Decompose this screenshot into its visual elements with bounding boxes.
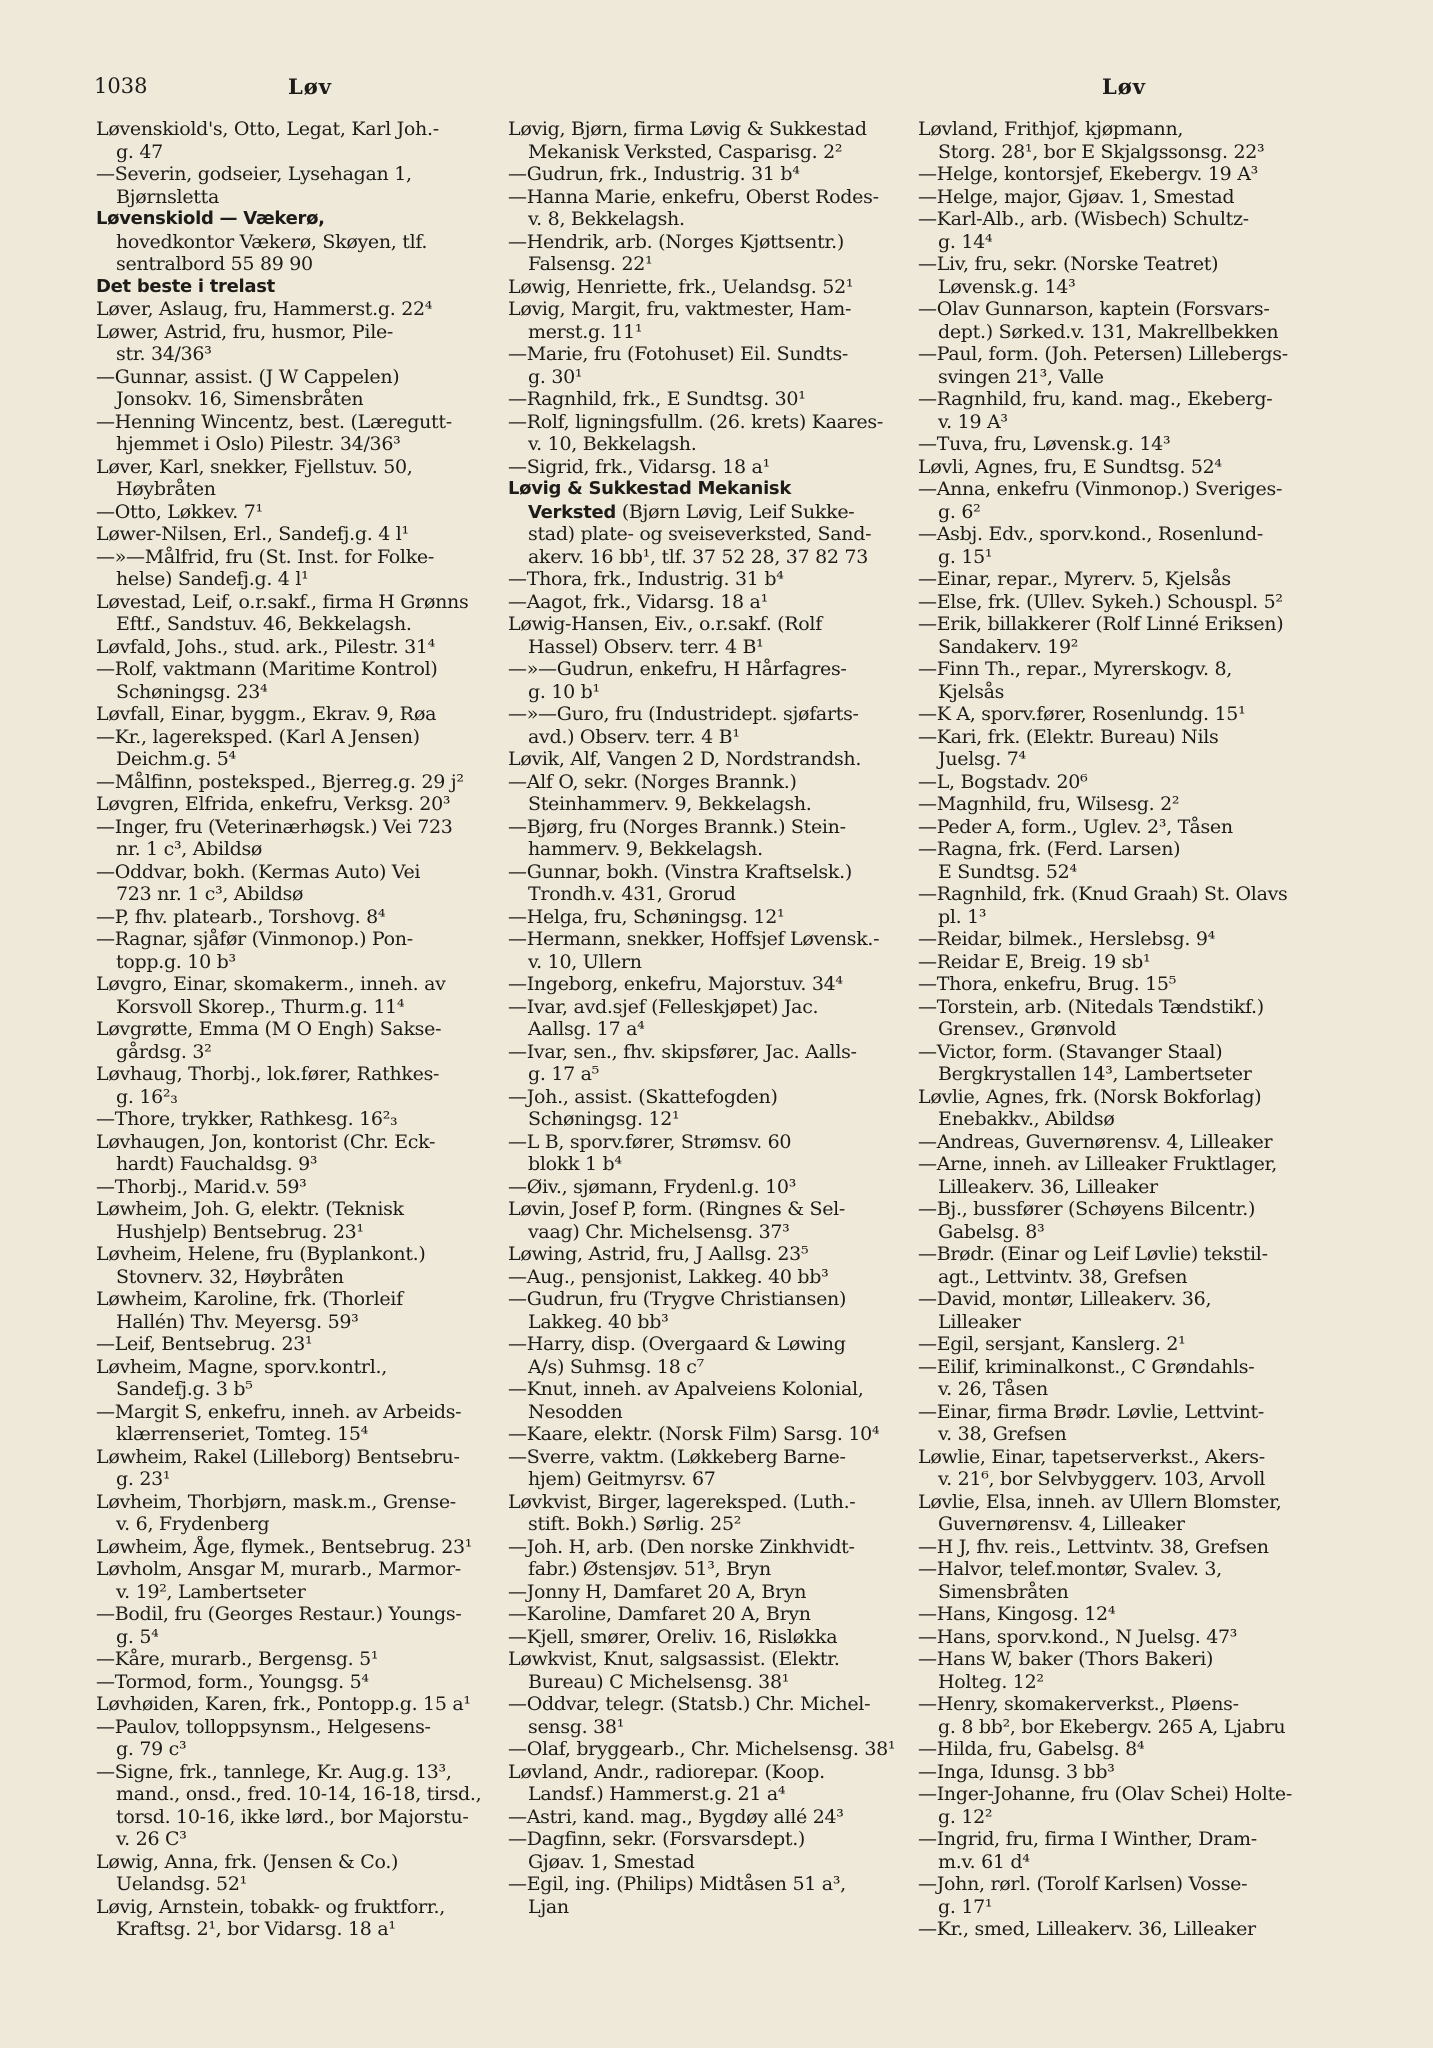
directory-line: helse) Sandefj.g. 4 l¹	[116, 568, 309, 590]
directory-line: Løwheim, Karoline, frk. (Thorleif	[96, 1288, 403, 1310]
directory-line: g. 14⁴	[938, 230, 993, 253]
directory-line: Løvlie, Elsa, inneh. av Ullern Blomster,	[918, 1490, 1282, 1513]
directory-line: —Gunnar, bokh. (Vinstra Kraftselsk.)	[508, 860, 852, 883]
directory-line: Løwig-Hansen, Eiv., o.r.sakf. (Rolf	[508, 613, 822, 635]
directory-line: —Dagfinn, sekr. (Forsvarsdept.)	[508, 1828, 806, 1850]
directory-line: Jonsokv. 16, Simensbråten	[116, 388, 364, 410]
directory-line: Løwkvist, Knut, salgsassist. (Elektr.	[508, 1648, 840, 1670]
directory-line: Løvland, Frithjof, kjøpmann,	[918, 118, 1184, 140]
directory-line: —Tuva, fru, Løvensk.g. 14³	[918, 433, 1171, 455]
directory-line: Enebakkv., Abildsø	[938, 1108, 1115, 1130]
directory-line: —Olaf, bryggearb., Chr. Michelsensg. 38¹	[508, 1738, 896, 1760]
directory-line: —Hans, sporv.kond., N Juelsg. 47³	[918, 1625, 1238, 1648]
directory-line: Løwlie, Einar, tapetserverkst., Akers-	[918, 1445, 1265, 1468]
directory-line: Schøningsg. 23⁴	[116, 680, 268, 703]
directory-line: akerv. 16 bb¹, tlf. 37 52 28, 37 82 73	[528, 545, 869, 568]
directory-line: g. 12²	[938, 1805, 993, 1828]
directory-line: —Anna, enkefru (Vinmonop.) Sveriges-	[918, 478, 1283, 500]
directory-line: Bjørnsletta	[116, 185, 219, 208]
directory-line: —Thorbj., Marid.v. 59³	[96, 1175, 307, 1198]
directory-line: fabr.) Østensjøv. 51³, Bryn	[528, 1558, 771, 1580]
directory-line: —Bj., bussfører (Schøyens Bilcentr.)	[918, 1198, 1256, 1220]
column-2	[508, 118, 914, 2023]
directory-line: —Sigrid, frk., Vidarsg. 18 a¹	[508, 455, 770, 478]
directory-line: Løvenskiold — Vækerø,	[96, 208, 325, 229]
directory-line: g. 23¹	[116, 1468, 171, 1490]
directory-line: Simensbråten	[938, 1580, 1069, 1603]
directory-line: Løvenskiold's, Otto, Legat, Karl Joh.-	[96, 118, 439, 140]
directory-line: —Karl-Alb., arb. (Wisbech) Schultz-	[918, 208, 1249, 230]
directory-line: Løvhøiden, Karen, frk., Pontopp.g. 15 a¹	[96, 1693, 471, 1715]
directory-line: —Andreas, Guvernørensv. 4, Lilleaker	[918, 1130, 1273, 1153]
directory-line: —Marie, fru (Fotohuset) Eil. Sundts-	[508, 343, 849, 365]
directory-line: —Olav Gunnarson, kaptein (Forsvars-	[918, 298, 1270, 320]
directory-line: —Ragnhild, frk. (Knud Graah) St. Olavs	[918, 883, 1288, 905]
directory-line: —Reidar E, Breig. 19 sb¹	[918, 950, 1151, 973]
directory-line: nr. 1 c³, Abildsø	[116, 838, 263, 860]
directory-line: —»—Gudrun, enkefru, H Hårfagres-	[508, 658, 847, 680]
directory-line: —L B, sporv.fører, Strømsv. 60	[508, 1130, 792, 1153]
directory-line: Løvik, Alf, Vangen 2 D, Nordstrandsh.	[508, 748, 862, 770]
directory-line: Løvheim, Thorbjørn, mask.m., Grense-	[96, 1490, 456, 1513]
directory-line: dept.) Sørked.v. 131, Makrellbekken	[938, 320, 1279, 343]
directory-line: —Eilif, kriminalkonst., C Grøndahls-	[918, 1355, 1255, 1378]
directory-line: Juelsg. 7⁴	[938, 748, 1026, 770]
directory-line: Løvheim, Helene, fru (Byplankont.)	[96, 1243, 426, 1265]
directory-line: —Hendrik, arb. (Norges Kjøttsentr.)	[508, 230, 844, 253]
directory-line: Løwig, Henriette, frk., Uelandsg. 52¹	[508, 275, 854, 298]
directory-line: —Bodil, fru (Georges Restaur.) Youngs-	[96, 1603, 462, 1625]
directory-line: Holteg. 12²	[938, 1670, 1044, 1693]
directory-line: —Rolf, ligningsfullm. (26. krets) Kaares-	[508, 410, 883, 433]
directory-line: —»—Guro, fru (Industridept. sjøfarts-	[508, 703, 859, 725]
directory-line: agt., Lettvintv. 38, Grefsen	[938, 1265, 1188, 1288]
column-1	[96, 118, 506, 2023]
directory-line: g. 17 a⁵	[528, 1063, 600, 1085]
running-head-left: Løv	[288, 74, 332, 99]
column-3	[918, 118, 1332, 2023]
directory-line: Verksted (Bjørn Løvig, Leif Sukke-	[528, 500, 855, 523]
directory-line: avd.) Observ. terr. 4 B¹	[528, 725, 740, 748]
directory-line: —Gudrun, frk., Industrig. 31 b⁴	[508, 163, 800, 185]
directory-line: Løvli, Agnes, fru, E Sundtsg. 52⁴	[918, 455, 1222, 478]
directory-line: svingen 21³, Valle	[938, 365, 1104, 388]
directory-line: Landsf.) Hammerst.g. 21 a⁴	[528, 1783, 786, 1805]
directory-line: —Halvor, telef.montør, Svalev. 3,	[918, 1558, 1222, 1580]
directory-line: Løvland, Andr., radiorepar. (Koop.	[508, 1760, 825, 1783]
directory-line: —Ragna, frk. (Ferd. Larsen)	[918, 838, 1181, 860]
directory-line: klærrenseriet, Tomteg. 15⁴	[116, 1423, 368, 1445]
directory-line: —Ingeborg, enkefru, Majorstuv. 34⁴	[508, 973, 843, 995]
directory-line: Aallsg. 17 a⁴	[528, 1018, 645, 1040]
directory-line: —Liv, fru, sekr. (Norske Teatret)	[918, 253, 1219, 275]
directory-line: Hallén) Thv. Meyersg. 59³	[116, 1310, 359, 1333]
directory-line: topp.g. 10 b³	[116, 950, 236, 973]
running-head-right: Løv	[1102, 74, 1146, 99]
directory-line: Bergkrystallen 14³, Lambertseter	[938, 1063, 1252, 1085]
directory-line: —Inga, Idunsg. 3 bb³	[918, 1760, 1115, 1783]
directory-line: —Asbj. Edv., sporv.kond., Rosenlund-	[918, 523, 1263, 545]
directory-line: v. 19², Lambertseter	[116, 1580, 306, 1603]
directory-line: —Oddvar, telegr. (Statsb.) Chr. Michel-	[508, 1693, 871, 1715]
directory-line: Hassel) Observ. terr. 4 B¹	[528, 635, 764, 658]
directory-line: —Arne, inneh. av Lilleaker Fruktlager,	[918, 1153, 1277, 1175]
directory-line: Løvig, Arnstein, tobakk- og fruktforr.,	[96, 1895, 445, 1918]
directory-line: hovedkontor Vækerø, Skøyen, tlf.	[116, 230, 428, 253]
directory-line: gårdsg. 3²	[116, 1040, 212, 1063]
directory-line: Løwheim, Åge, flymek., Bentsebrug. 23¹	[96, 1535, 473, 1558]
directory-line: —Joh. H, arb. (Den norske Zinkhvidt-	[508, 1535, 855, 1558]
directory-line: blokk 1 b⁴	[528, 1153, 622, 1175]
directory-line: m.v. 61 d⁴	[938, 1850, 1030, 1873]
directory-line: Lilleaker	[938, 1310, 1021, 1333]
directory-line: g. 79 c³	[116, 1738, 187, 1760]
directory-line: v. 26 C³	[116, 1828, 187, 1850]
directory-line: —Ivar, avd.sjef (Felleskjøpet) Jac.	[508, 995, 819, 1018]
directory-line: Falsensg. 22¹	[528, 253, 653, 275]
directory-line: Høybråten	[116, 478, 216, 500]
directory-line: Kjelsås	[938, 680, 1005, 703]
directory-line: —Inger, fru (Veterinærhøgsk.) Vei 723	[96, 815, 453, 838]
directory-line: Kraftsg. 2¹, bor Vidarsg. 18 a¹	[116, 1918, 396, 1940]
directory-line: Løwheim, Joh. G, elektr. (Teknisk	[96, 1198, 404, 1220]
directory-line: Det beste i trelast	[96, 275, 275, 297]
directory-line: hjemmet i Oslo) Pilestr. 34/36³	[116, 433, 401, 455]
directory-line: —Paulov, tolloppsynsm., Helgesens-	[96, 1715, 431, 1738]
directory-line: —Einar, firma Brødr. Løvlie, Lettvint-	[918, 1400, 1264, 1423]
directory-line: —Ragnar, sjåfør (Vinmonop.) Pon-	[96, 928, 413, 950]
directory-line: torsd. 10-16, ikke lørd., bor Majorstu-	[116, 1805, 469, 1828]
directory-line: —Rolf, vaktmann (Maritime Kontrol)	[96, 658, 438, 680]
directory-line: Løvgrøtte, Emma (M O Engh) Sakse-	[96, 1018, 442, 1040]
directory-line: Lakkeg. 40 bb³	[528, 1310, 669, 1333]
directory-line: stad) plate- og sveiseverksted, Sand-	[528, 523, 872, 545]
directory-line: g. 5⁴	[116, 1625, 159, 1648]
directory-line: Deichm.g. 5⁴	[116, 748, 236, 770]
directory-line: —Severin, godseier, Lysehagan 1,	[96, 163, 412, 185]
directory-line: Løwer-Nilsen, Erl., Sandefj.g. 4 l¹	[96, 523, 409, 545]
directory-line: Løvfall, Einar, byggm., Ekrav. 9, Røa	[96, 703, 437, 725]
directory-line: stift. Bokh.) Sørlig. 25²	[528, 1513, 742, 1535]
directory-line: Løvgro, Einar, skomakerm., inneh. av	[96, 973, 446, 995]
directory-line: g. 30¹	[528, 365, 583, 388]
directory-line: —Joh., assist. (Skattefogden)	[508, 1085, 778, 1108]
directory-line: v. 26, Tåsen	[938, 1378, 1048, 1400]
directory-line: Løvgren, Elfrida, enkefru, Verksg. 20³	[96, 793, 451, 815]
directory-line: hammerv. 9, Bekkelagsh.	[528, 838, 763, 860]
directory-line: —Thore, trykker, Rathkesg. 16²₃	[96, 1108, 398, 1130]
directory-line: Løvkvist, Birger, lagereksped. (Luth.-	[508, 1490, 856, 1513]
directory-line: —»—Målfrid, fru (St. Inst. for Folke-	[96, 545, 434, 568]
directory-line: hardt) Fauchaldsg. 9³	[116, 1153, 318, 1175]
directory-line: A/s) Suhmsg. 18 c⁷	[528, 1355, 704, 1378]
directory-line: merst.g. 11¹	[528, 320, 643, 343]
directory-line: —Ragnhild, frk., E Sundtsg. 30¹	[508, 388, 806, 410]
directory-line: Løver, Karl, snekker, Fjellstuv. 50,	[96, 455, 413, 478]
directory-line: g. 6²	[938, 500, 981, 523]
directory-line: Lilleakerv. 36, Lilleaker	[938, 1175, 1158, 1198]
directory-line: —L, Bogstadv. 20⁶	[918, 770, 1088, 793]
directory-line: —Hermann, snekker, Hoffsjef Løvensk.-	[508, 928, 880, 950]
directory-line: sensg. 38¹	[528, 1715, 625, 1738]
directory-line: —Helge, kontorsjef, Ekebergv. 19 A³	[918, 163, 1258, 185]
directory-line: v. 19 A³	[938, 410, 1008, 433]
directory-line: —Signe, frk., tannlege, Kr. Aug.g. 13³,	[96, 1760, 452, 1783]
directory-line: —Henning Wincentz, best. (Læregutt-	[96, 410, 452, 433]
directory-line: —H J, fhv. reis., Lettvintv. 38, Grefsen	[918, 1535, 1269, 1558]
directory-line: Løver, Aslaug, fru, Hammerst.g. 22⁴	[96, 298, 433, 320]
page-number: 1038	[94, 74, 148, 98]
directory-line: —Kaare, elektr. (Norsk Film) Sarsg. 10⁴	[508, 1423, 880, 1445]
directory-line: str. 34/36³	[116, 343, 212, 365]
directory-line: Løvhaug, Thorbj., lok.fører, Rathkes-	[96, 1063, 440, 1085]
directory-line: g. 47	[116, 140, 163, 163]
directory-line: Nesodden	[528, 1400, 623, 1423]
directory-line: —Sverre, vaktm. (Løkkeberg Barne-	[508, 1445, 846, 1468]
directory-line: —Hilda, fru, Gabelsg. 8⁴	[918, 1738, 1145, 1760]
directory-line: —Aug., pensjonist, Lakkeg. 40 bb³	[508, 1265, 829, 1288]
directory-line: —Jonny H, Damfaret 20 A, Bryn	[508, 1580, 807, 1603]
directory-line: Hushjelp) Bentsebrug. 23¹	[116, 1220, 364, 1243]
directory-line: Løwig, Anna, frk. (Jensen & Co.)	[96, 1850, 399, 1873]
directory-line: Mekanisk Verksted, Casparisg. 2²	[528, 140, 843, 163]
directory-line: —Else, frk. (Ullev. Sykeh.) Schouspl. 5²	[918, 590, 1283, 613]
directory-line: —Otto, Løkkev. 7¹	[96, 500, 263, 523]
directory-line: —Hans, Kingosg. 12⁴	[918, 1603, 1116, 1625]
directory-line: Løvestad, Leif, o.r.sakf., firma H Grønns	[96, 590, 469, 613]
directory-line: Løvlie, Agnes, frk. (Norsk Bokforlag)	[918, 1085, 1262, 1108]
directory-line: —Peder A, form., Uglev. 2³, Tåsen	[918, 815, 1233, 838]
directory-line: —Aagot, frk., Vidarsg. 18 a¹	[508, 590, 768, 613]
directory-line: 723 nr. 1 c³, Abildsø	[116, 883, 304, 905]
directory-line: Løvfald, Johs., stud. ark., Pilestr. 31⁴	[96, 635, 435, 658]
directory-line: —Astri, kand. mag., Bygdøy allé 24³	[508, 1805, 844, 1828]
directory-line: Schøningsg. 12¹	[528, 1108, 680, 1130]
directory-line: v. 38, Grefsen	[938, 1423, 1067, 1445]
directory-line: v. 10, Bekkelagsh.	[528, 433, 697, 455]
directory-line: mand., onsd., fred. 10-14, 16-18, tirsd.,	[116, 1783, 482, 1805]
directory-line: —Thora, frk., Industrig. 31 b⁴	[508, 568, 784, 590]
directory-line: —Victor, form. (Stavanger Staal)	[918, 1040, 1223, 1063]
directory-line: —Øiv., sjømann, Frydenl.g. 10³	[508, 1175, 797, 1198]
directory-line: sentralbord 55 89 90	[116, 253, 313, 275]
directory-line: Sandefj.g. 3 b⁵	[116, 1378, 253, 1400]
directory-line: Stovnerv. 32, Høybråten	[116, 1265, 344, 1288]
directory-line: pl. 1³	[938, 905, 987, 928]
directory-line: Uelandsg. 52¹	[116, 1873, 247, 1895]
directory-line: —Brødr. (Einar og Leif Løvlie) tekstil-	[918, 1243, 1268, 1265]
directory-line: E Sundtsg. 52⁴	[938, 860, 1077, 883]
directory-line: —Inger-Johanne, fru (Olav Schei) Holte-	[918, 1783, 1292, 1805]
directory-line: —Kr., smed, Lilleakerv. 36, Lilleaker	[918, 1918, 1256, 1940]
directory-line: Løvin, Josef P, form. (Ringnes & Sel-	[508, 1198, 846, 1220]
directory-line: —Tormod, form., Youngsg. 5⁴	[96, 1670, 369, 1693]
directory-line: Gjøav. 1, Smestad	[528, 1850, 695, 1873]
directory-line: Løvig, Margit, fru, vaktmester, Ham-	[508, 298, 852, 320]
directory-line: —Thora, enkefru, Brug. 15⁵	[918, 973, 1177, 995]
directory-line: Løvig & Sukkestad Mekanisk	[508, 478, 792, 499]
directory-line: —Leif, Bentsebrug. 23¹	[96, 1333, 313, 1355]
directory-line: —Ragnhild, fru, kand. mag., Ekeberg-	[918, 388, 1273, 410]
directory-line: —John, rørl. (Torolf Karlsen) Vosse-	[918, 1873, 1248, 1895]
directory-line: —David, montør, Lilleakerv. 36,	[918, 1288, 1212, 1310]
directory-line: —P, fhv. platearb., Torshovg. 8⁴	[96, 905, 386, 928]
directory-line: —Einar, repar., Myrerv. 5, Kjelsås	[918, 568, 1231, 590]
directory-line: —Helga, fru, Schøningsg. 12¹	[508, 905, 785, 928]
directory-line: Løvheim, Magne, sporv.kontrl.,	[96, 1355, 387, 1378]
directory-line: v. 10, Ullern	[528, 950, 642, 973]
directory-line: —Kr., lagereksped. (Karl A Jensen)	[96, 725, 420, 748]
directory-line: Løwheim, Rakel (Lilleborg) Bentsebru-	[96, 1445, 460, 1468]
directory-line: Eftf., Sandstuv. 46, Bekkelagsh.	[116, 613, 412, 635]
directory-line: —Reidar, bilmek., Herslebsg. 9⁴	[918, 928, 1215, 950]
directory-line: Guvernørensv. 4, Lilleaker	[938, 1513, 1185, 1535]
directory-line: —Finn Th., repar., Myrerskogv. 8,	[918, 658, 1232, 680]
directory-line: Løvhaugen, Jon, kontorist (Chr. Eck-	[96, 1130, 436, 1153]
directory-line: Gabelsg. 8³	[938, 1220, 1045, 1243]
directory-line: Løvensk.g. 14³	[938, 275, 1076, 298]
directory-line: vaag) Chr. Michelsensg. 37³	[528, 1220, 790, 1243]
directory-line: —Henry, skomakerverkst., Pløens-	[918, 1693, 1239, 1715]
directory-line: —Hans W, baker (Thors Bakeri)	[918, 1648, 1214, 1670]
directory-line: g. 15¹	[938, 545, 993, 568]
directory-line: Storg. 28¹, bor E Skjalgssonsg. 22³	[938, 140, 1265, 163]
directory-line: —Bjørg, fru (Norges Brannk.) Stein-	[508, 815, 846, 838]
directory-line: v. 6, Frydenberg	[116, 1513, 270, 1535]
directory-line: —Oddvar, bokh. (Kermas Auto) Vei	[96, 860, 421, 883]
directory-line: —Egil, ing. (Philips) Midtåsen 51 a³,	[508, 1873, 846, 1895]
directory-line: Steinhammerv. 9, Bekkelagsh.	[528, 793, 812, 815]
directory-line: g. 10 b¹	[528, 680, 600, 703]
directory-line: —Ingrid, fru, firma I Winther, Dram-	[918, 1828, 1257, 1850]
directory-line: —Kjell, smører, Oreliv. 16, Risløkka	[508, 1625, 838, 1648]
directory-line: —Torstein, arb. (Nitedals Tændstikf.)	[918, 995, 1264, 1018]
directory-line: —Hanna Marie, enkefru, Oberst Rodes-	[508, 185, 879, 208]
directory-line: —Gunnar, assist. (J W Cappelen)	[96, 365, 400, 388]
directory-line: Trondh.v. 431, Grorud	[528, 883, 736, 905]
directory-line: hjem) Geitmyrsv. 67	[528, 1468, 716, 1490]
directory-line: Løwing, Astrid, fru, J Aallsg. 23⁵	[508, 1243, 809, 1265]
directory-line: Løwer, Astrid, fru, husmor, Pile-	[96, 320, 394, 343]
directory-line: —Karoline, Damfaret 20 A, Bryn	[508, 1603, 811, 1625]
directory-line: —Helge, major, Gjøav. 1, Smestad	[918, 185, 1235, 208]
directory-line: g. 17¹	[938, 1895, 993, 1918]
directory-line: —Egil, sersjant, Kanslerg. 2¹	[918, 1333, 1186, 1355]
directory-line: Korsvoll Skorep., Thurm.g. 11⁴	[116, 995, 405, 1018]
directory-line: —Erik, billakkerer (Rolf Linné Eriksen)	[918, 613, 1284, 635]
directory-line: —Gudrun, fru (Trygve Christiansen)	[508, 1288, 847, 1310]
directory-line: v. 8, Bekkelagsh.	[528, 208, 685, 230]
directory-line: —Kari, frk. (Elektr. Bureau) Nils	[918, 725, 1219, 748]
directory-line: g. 16²₃	[116, 1085, 178, 1108]
directory-line: Løvig, Bjørn, firma Løvig & Sukkestad	[508, 118, 867, 140]
directory-line: —Paul, form. (Joh. Petersen) Lillebergs-	[918, 343, 1288, 365]
directory-line: v. 21⁶, bor Selvbyggerv. 103, Arvoll	[938, 1468, 1266, 1490]
directory-line: Grensev., Grønvold	[938, 1018, 1117, 1040]
directory-line: Løvholm, Ansgar M, murarb., Marmor-	[96, 1558, 461, 1580]
directory-line: —Magnhild, fru, Wilsesg. 2²	[918, 793, 1180, 815]
directory-line: —Harry, disp. (Overgaard & Løwing	[508, 1333, 846, 1355]
directory-line: —Ivar, sen., fhv. skipsfører, Jac. Aalls-	[508, 1040, 857, 1063]
directory-line: —Knut, inneh. av Apalveiens Kolonial,	[508, 1378, 864, 1400]
directory-line: Ljan	[528, 1895, 569, 1918]
directory-line: g. 8 bb², bor Ekebergv. 265 A, Ljabru	[938, 1715, 1286, 1738]
directory-line: Sandakerv. 19²	[938, 635, 1079, 658]
directory-line: —Alf O, sekr. (Norges Brannk.)	[508, 770, 797, 793]
directory-line: —Kåre, murarb., Bergensg. 5¹	[96, 1648, 379, 1670]
directory-line: —Målfinn, posteksped., Bjerreg.g. 29 j²	[96, 770, 464, 793]
directory-line: —Margit S, enkefru, inneh. av Arbeids-	[96, 1400, 462, 1423]
directory-line: —K A, sporv.fører, Rosenlundg. 15¹	[918, 703, 1246, 725]
directory-line: Bureau) C Michelsensg. 38¹	[528, 1670, 790, 1693]
